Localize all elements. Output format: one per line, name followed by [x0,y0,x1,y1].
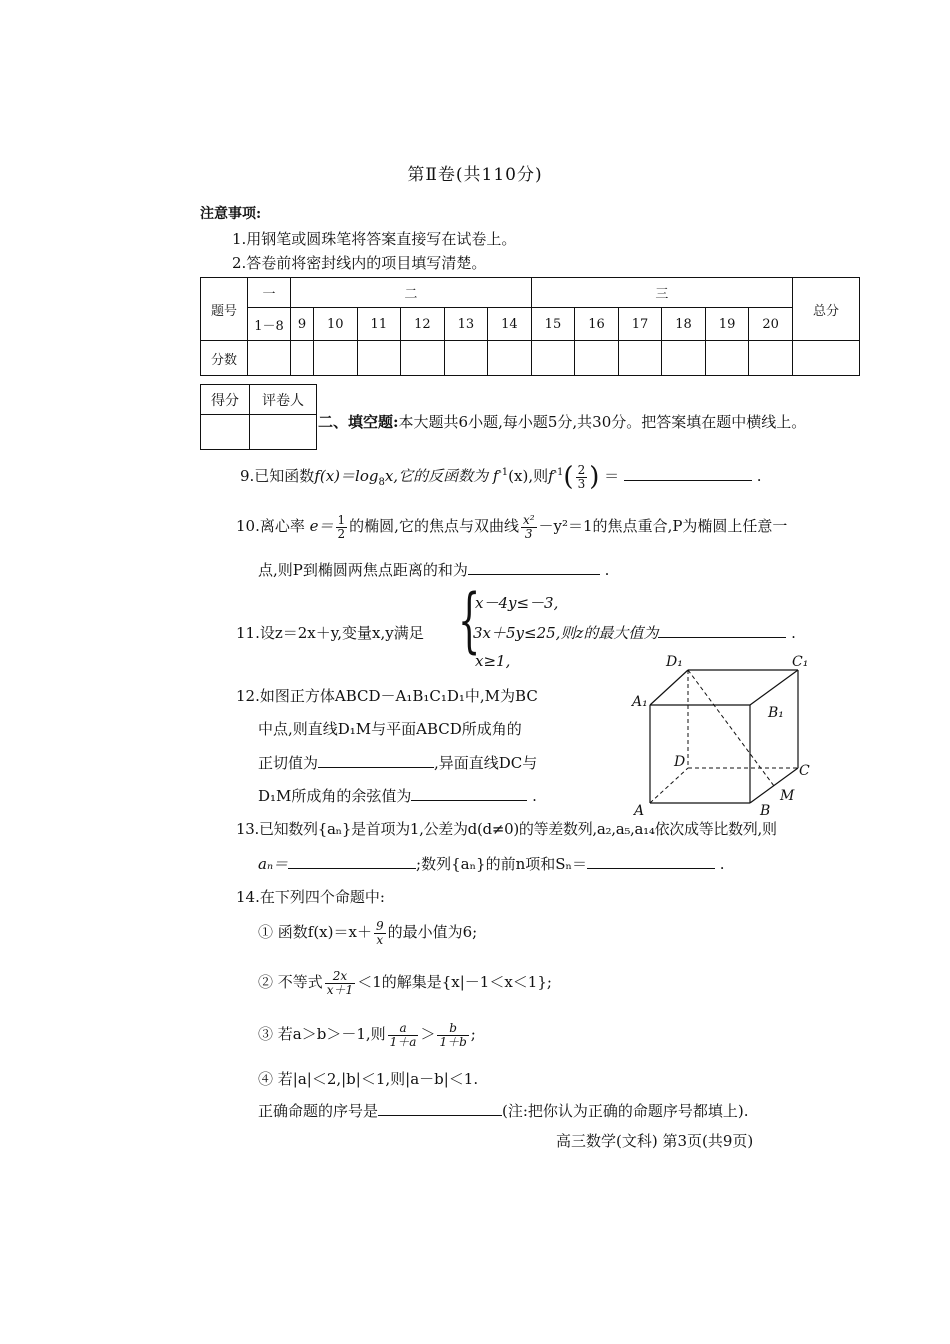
score-table-number: 9 [291,308,314,341]
q10-fraction: $\frac{1}{2}$ [337,513,346,541]
score-table-number: 13 [444,308,488,341]
q13-answer-blank-2[interactable] [587,854,715,869]
score-table-number: 1－8 [248,308,291,341]
question-11 [236,622,424,643]
q14-intro: 14.在下列四个命题中: [236,888,385,906]
q9-inv-exp: -1 [498,467,509,478]
q12-line-2: 中点,则直线D₁M与平面ABCD所成角的 [258,720,522,738]
q14-proposition-1 [258,920,477,946]
q9-inv-exp-2: -1 [553,467,564,478]
q12-line-3-text: 正切值为 [258,754,319,772]
q11-text: 11.设z＝2x＋y,变量x,y满足 [236,624,424,642]
q12-line-3 [258,752,537,773]
q12-line-3-text-2: ,异面直线DC与 [434,754,538,772]
q13-an: aₙ＝ [258,855,289,873]
score-cell[interactable] [291,341,314,376]
cube-figure [628,650,808,820]
q13-answer-blank-1[interactable] [288,854,416,869]
score-table-number: 19 [705,308,749,341]
label-C1: C₁ [792,654,809,670]
q9-finv-2: f [548,467,554,485]
score-table-number: 17 [618,308,662,341]
q11-constraint-2: 3x＋5y≤25,则z的最大值为 [473,624,659,642]
score-cell-total[interactable] [793,341,860,376]
section-label: 二、填空题: [318,413,399,431]
score-table-number: 20 [749,308,793,341]
q12-answer-blank-2[interactable] [411,786,527,801]
q14-p2-text-2: ＜1的解集是{x|－1＜x＜1}; [357,973,552,992]
q11-constraint-2-row: 3x＋5y≤25,则z的最大值为 . [473,624,796,642]
grader-name-cell[interactable] [250,415,317,450]
label-D: D [674,754,686,770]
score-table-number: 15 [531,308,575,341]
question-10 [236,514,787,540]
q14-p1-text: ① 函数f(x)＝x＋ [258,923,372,942]
q14-proposition-4: ④ 若|a|＜2,|b|＜1,则|a－b|＜1. [258,1070,479,1088]
notice-item-2: 2.答卷前将密封线内的项目填写清楚。 [232,254,487,272]
q9-finv: f [492,467,499,485]
score-cell[interactable] [749,341,793,376]
q14-p3-gt: ＞ [420,1025,436,1044]
q10-e: e＝ [309,517,334,536]
label-B1: B₁ [768,705,784,721]
q14-p2-fraction: $\frac{2x}{x+1}$ [326,969,354,997]
score-table-number: 10 [314,308,358,341]
score-table-number: 18 [662,308,706,341]
q11-constraint-3: x≥1, [475,652,511,670]
score-cell[interactable] [248,341,291,376]
segment-d1m [688,670,774,786]
score-table-number: 16 [575,308,619,341]
score-cell[interactable] [488,341,532,376]
grader-box [200,384,317,450]
q10-text: 10.离心率 [236,517,305,536]
score-cell[interactable] [618,341,662,376]
score-table-group-1: 一 [248,278,291,308]
q14-p3-text-2: ; [470,1025,476,1044]
score-cell[interactable] [575,341,619,376]
question-10-line-2: 点,则P到椭圆两焦点距离的和为 . [258,561,610,579]
notice-heading: 注意事项: [200,206,262,222]
notice-item-1: 1.用钢笔或圆珠笔将答案直接写在试卷上。 [232,230,517,248]
score-cell[interactable] [401,341,445,376]
score-cell[interactable] [705,341,749,376]
q9-fraction: $\frac{2}{3}$ [577,462,586,491]
score-table-number: 12 [401,308,445,341]
score-cell[interactable] [357,341,401,376]
q12-line-1: 12.如图正方体ABCD－A₁B₁C₁D₁中,M为BC [236,687,538,705]
q14-answer-line [258,1100,749,1121]
q9-text-3: (x),则 [508,467,549,485]
q12-line-4-text: D₁M所成角的余弦值为 [258,787,412,805]
q10-fraction-2: $\frac{\text{x²}}{3}$ [522,513,535,541]
score-table-total: 总分 [793,278,860,341]
q13-line-2: aₙ＝ ;数列{aₙ}的前n项和Sₙ＝ . [258,855,725,873]
score-cell[interactable] [314,341,358,376]
section-desc: 本大题共6小题,每小题5分,共30分。把答案填在题中横线上。 [398,413,807,431]
q9-base: 8 [378,477,385,488]
grader-score-cell[interactable] [201,415,250,450]
q9-text-2: x,它的反函数为 [384,467,489,485]
score-table-label-score: 分数 [201,341,248,376]
score-table-group-2: 二 [291,278,532,308]
q10-text-2: 的椭圆,它的焦点与双曲线 [349,517,519,536]
label-D1: D₁ [666,654,683,670]
grader-score-label: 得分 [201,385,250,415]
edge-b1c1 [750,670,798,705]
q14-answer-blank[interactable] [378,1101,502,1116]
q12-line-4: D₁M所成角的余弦值为 . [258,787,537,805]
q9-answer-blank[interactable] [624,466,752,481]
q14-answer-note: (注:把你认为正确的命题序号都填上). [502,1102,749,1120]
edge-ad-hidden [650,768,688,803]
q10-line2-text: 点,则P到椭圆两焦点距离的和为 [258,561,468,579]
label-B: B [760,803,771,819]
score-table-number: 14 [488,308,532,341]
q12-answer-blank-1[interactable] [318,753,434,768]
q13-text-2: ;数列{aₙ}的前n项和Sₙ＝ [416,855,588,873]
label-C: C [799,763,810,779]
score-table-label-no: 题号 [201,278,248,341]
q14-p3-fraction-1: $\frac{a}{1+a}$ [389,1021,417,1049]
q11-brace: { [458,579,481,661]
q9-func: f(x)＝log [314,467,379,485]
page-footer: 高三数学(文科) 第3页(共9页) [556,1132,754,1150]
score-cell[interactable] [531,341,575,376]
q9-text: 9.已知函数 [240,467,315,485]
question-9: 9.已知函数$f(x)=\log_8x$,它的反函数为 $f^{-1}(x)$,则$f^{-1}$( $\frac{2}{3}$ ) ＝ . [240,462,762,492]
q14-proposition-2 [258,970,552,996]
q11-answer-blank[interactable] [658,623,786,638]
label-A: A [634,803,645,819]
label-M: M [780,788,795,804]
q10-text-3: －y²＝1的焦点重合,P为椭圆上任意一 [538,517,788,536]
q14-p2-text: ② 不等式 [258,973,323,992]
edge-a1d1 [650,670,688,705]
q14-p1-text-2: 的最小值为6; [387,923,478,942]
q11-constraint-1: x－4y≤－3, [475,594,559,612]
q14-answer-text: 正确命题的序号是 [258,1102,379,1120]
q10-answer-blank[interactable] [468,560,600,575]
q14-proposition-3 [258,1022,476,1048]
score-cell[interactable] [662,341,706,376]
q14-p1-fraction: $\frac{9}{x}$ [375,919,384,947]
label-A1: A₁ [632,694,648,710]
grader-name-label: 评卷人 [250,385,317,415]
page-title: 第Ⅱ卷(共110分) [407,165,543,185]
q13-line-1: 13.已知数列{aₙ}是首项为1,公差为d(d≠0)的等差数列,a₂,a₅,a₁₄依次成等比数列,则 [236,820,777,838]
q9-equals: ＝ [604,467,620,485]
section-heading [318,411,806,432]
score-table [200,277,860,376]
score-table-group-3: 三 [531,278,792,308]
q14-p3-fraction-2: $\frac{b}{1+b}$ [439,1021,467,1049]
score-table-number: 11 [357,308,401,341]
score-cell[interactable] [444,341,488,376]
q14-p3-text: ③ 若a＞b＞－1,则 [258,1025,386,1044]
